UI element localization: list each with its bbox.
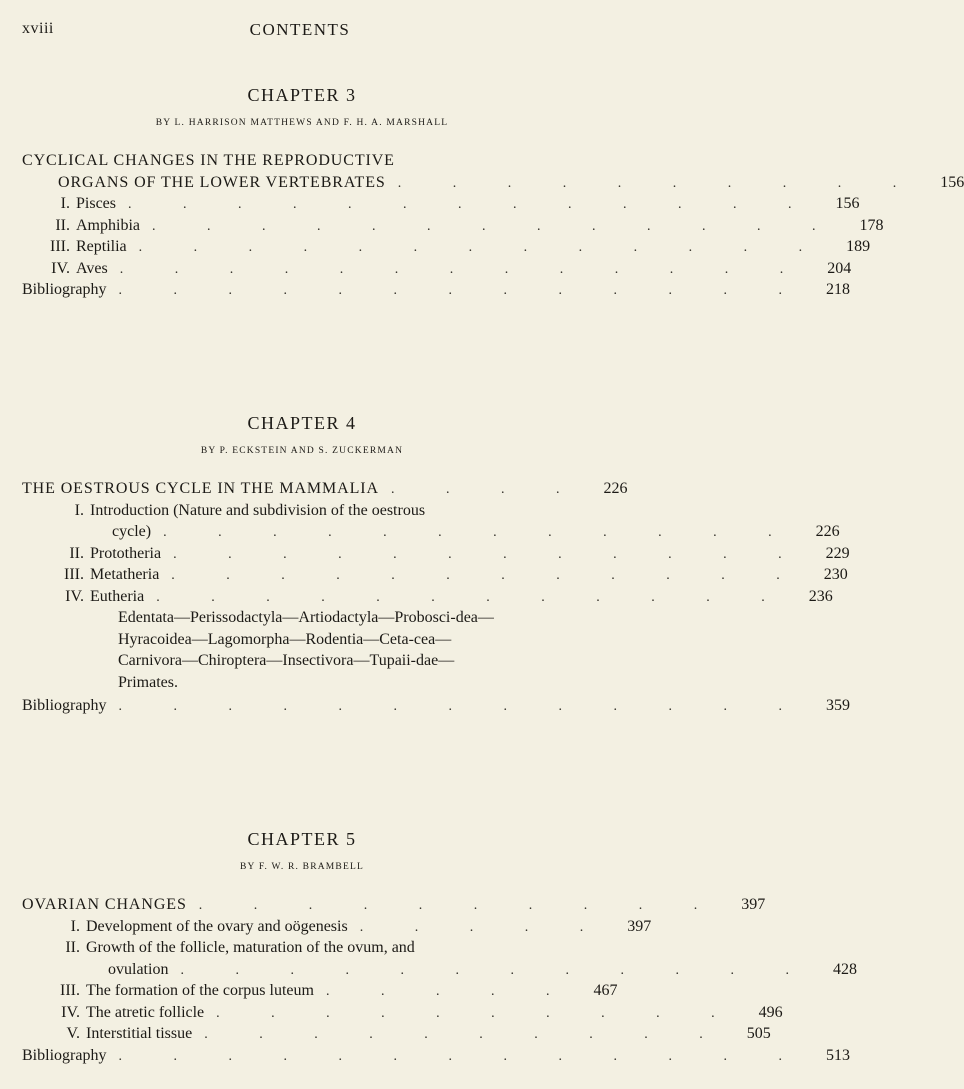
section-number: III. xyxy=(50,238,70,255)
dot-leader: . . . . . . . . . . . . . xyxy=(138,240,827,255)
section-label: ovulation xyxy=(108,960,169,978)
chapter-title: ORGANS OF THE LOWER VERTEBRATES xyxy=(58,173,386,191)
toc-entry xyxy=(22,193,860,215)
section-number: III. xyxy=(64,566,84,583)
dot-leader: . . . . . xyxy=(359,919,608,935)
section-label: Introduction (Nature and subdivision of the oestrous xyxy=(90,501,426,519)
page-ref: 397 xyxy=(741,896,766,913)
page-ref: 428 xyxy=(832,960,857,978)
section-label: cycle) xyxy=(112,523,152,540)
section-number: V. xyxy=(66,1025,80,1042)
chapter-title: OVARIAN CHANGES xyxy=(22,896,187,913)
dot-leader: . . . . . . . . . . xyxy=(198,898,722,913)
toc-entry xyxy=(22,937,582,959)
section-number: II. xyxy=(65,939,80,956)
page-ref: 513 xyxy=(825,1046,850,1064)
section-label: Aves xyxy=(76,259,108,277)
section-number: IV. xyxy=(65,587,84,605)
page-ref: 178 xyxy=(859,216,884,234)
section-label: The formation of the corpus luteum xyxy=(86,982,314,999)
page-ref: 156 xyxy=(835,195,860,212)
toc-entry-continued xyxy=(22,521,840,543)
toc-entry xyxy=(22,543,850,565)
chapter-title-row xyxy=(22,172,964,194)
bibliography-entry xyxy=(22,279,850,301)
chapter-heading: CHAPTER 3 xyxy=(247,85,357,105)
dot-leader: . . . . . . . . . . . . . xyxy=(119,261,808,277)
page-header xyxy=(20,20,580,44)
chapter-heading: CHAPTER 4 xyxy=(247,413,357,433)
bibliography-label: Bibliography xyxy=(22,281,107,298)
section-label: The atretic follicle xyxy=(86,1003,205,1021)
dot-leader: . . . . . . . . . . . . . xyxy=(118,283,806,298)
section-number: I. xyxy=(70,917,80,935)
toc-entry xyxy=(22,980,618,1002)
section-number: III. xyxy=(60,982,80,999)
page-ref: 359 xyxy=(825,697,850,714)
dot-leader: . . . . . . . . . . . . . xyxy=(152,218,840,234)
chapter-title: THE OESTROUS CYCLE IN THE MAMMALIA xyxy=(22,480,379,497)
chapter-title-row xyxy=(22,894,766,916)
page-ref: 156 xyxy=(940,173,964,191)
page-ref: 189 xyxy=(846,238,871,255)
toc-entry xyxy=(22,236,871,258)
toc-entry xyxy=(22,1023,771,1045)
dot-leader: . . . . . xyxy=(325,984,574,999)
page-ref: 505 xyxy=(746,1025,771,1042)
page-ref: 397 xyxy=(627,917,652,935)
page-ref: 226 xyxy=(815,523,840,540)
toc-entry xyxy=(22,500,582,522)
toc-entry xyxy=(22,916,652,938)
dot-leader: . . . . . . . . . . . . . xyxy=(118,1048,806,1064)
dot-leader: . . . . . . . . . . . . xyxy=(180,962,813,978)
chapter-5 xyxy=(22,826,857,1066)
section-label: Prototheria xyxy=(90,544,162,562)
chapter-title-row xyxy=(22,478,628,500)
section-label: Metatheria xyxy=(90,566,160,583)
section-label: Reptilia xyxy=(76,238,127,255)
page-ref: 496 xyxy=(758,1003,783,1021)
section-label: Eutheria xyxy=(90,587,145,605)
section-label: Growth of the follicle, maturation of the ovum, and xyxy=(86,939,415,956)
section-label: Pisces xyxy=(76,195,116,212)
chapter-authors: BY F. W. R. BRAMBELL xyxy=(240,862,364,872)
toc-entry xyxy=(22,215,884,237)
section-label: Amphibia xyxy=(76,216,140,234)
page-ref: 229 xyxy=(825,544,850,562)
dot-leader: . . . . . . . . . . xyxy=(216,1005,739,1021)
page-ref: 218 xyxy=(825,281,850,298)
bibliography-label: Bibliography xyxy=(22,697,107,714)
dot-leader: . . . . . . . . . . . . xyxy=(156,589,789,605)
chapter-title: CYCLICAL CHANGES IN THE REPRODUCTIVE xyxy=(22,152,395,169)
chapter-3 xyxy=(22,82,964,301)
dot-leader: . . . . . . . . . . xyxy=(397,175,921,191)
section-number: I. xyxy=(60,195,70,212)
page-ref: 230 xyxy=(823,566,848,583)
dot-leader: . . . . . . . . . . . . . xyxy=(118,699,806,714)
chapter-title-row xyxy=(22,150,582,172)
dot-leader: . . . . . . . . . . . . . xyxy=(128,197,816,212)
running-title: CONTENTS xyxy=(249,20,351,39)
chapter-authors: BY L. HARRISON MATTHEWS AND F. H. A. MARSHALL xyxy=(155,118,449,128)
section-label: Interstitial tissue xyxy=(86,1025,193,1042)
subgroup-list: Edentata—Perissodactyla—Artiodactyla—Probosci-dea—Hyracoidea—Lagomorpha—Rodentia—Ceta-cea—Carnivora—Chiroptera—Insectivora—Tupaii-dae—Primates. xyxy=(118,609,494,691)
section-label: Development of the ovary and oögenesis xyxy=(86,917,348,935)
toc-entry xyxy=(22,1002,783,1024)
chapter-authors: BY P. ECKSTEIN AND S. ZUCKERMAN xyxy=(200,446,404,456)
toc-entry xyxy=(22,586,833,608)
chapter-4 xyxy=(22,410,850,717)
section-number: II. xyxy=(55,216,70,234)
dot-leader: . . . . . . . . . . . . xyxy=(171,568,804,583)
bibliography-entry xyxy=(22,1045,850,1067)
chapter-heading: CHAPTER 5 xyxy=(247,829,357,849)
section-number: I. xyxy=(74,501,84,519)
toc-entry-continued xyxy=(22,959,857,981)
page-ref: 467 xyxy=(593,982,618,999)
page-ref: 226 xyxy=(603,480,628,497)
page-number: xviii xyxy=(22,20,54,37)
page-ref: 204 xyxy=(827,259,852,277)
dot-leader: . . . . xyxy=(390,482,584,497)
dot-leader: . . . . . . . . . . . . xyxy=(163,525,796,540)
bibliography-entry xyxy=(22,695,850,717)
section-number: IV. xyxy=(51,259,70,277)
dot-leader: . . . . . . . . . . . . xyxy=(173,546,806,562)
page-ref: 236 xyxy=(808,587,833,605)
toc-entry xyxy=(22,564,848,586)
bibliography-label: Bibliography xyxy=(22,1046,107,1064)
dot-leader: . . . . . . . . . . xyxy=(204,1027,727,1042)
section-number: IV. xyxy=(61,1003,80,1021)
toc-entry xyxy=(22,258,852,280)
section-number: II. xyxy=(69,544,84,562)
